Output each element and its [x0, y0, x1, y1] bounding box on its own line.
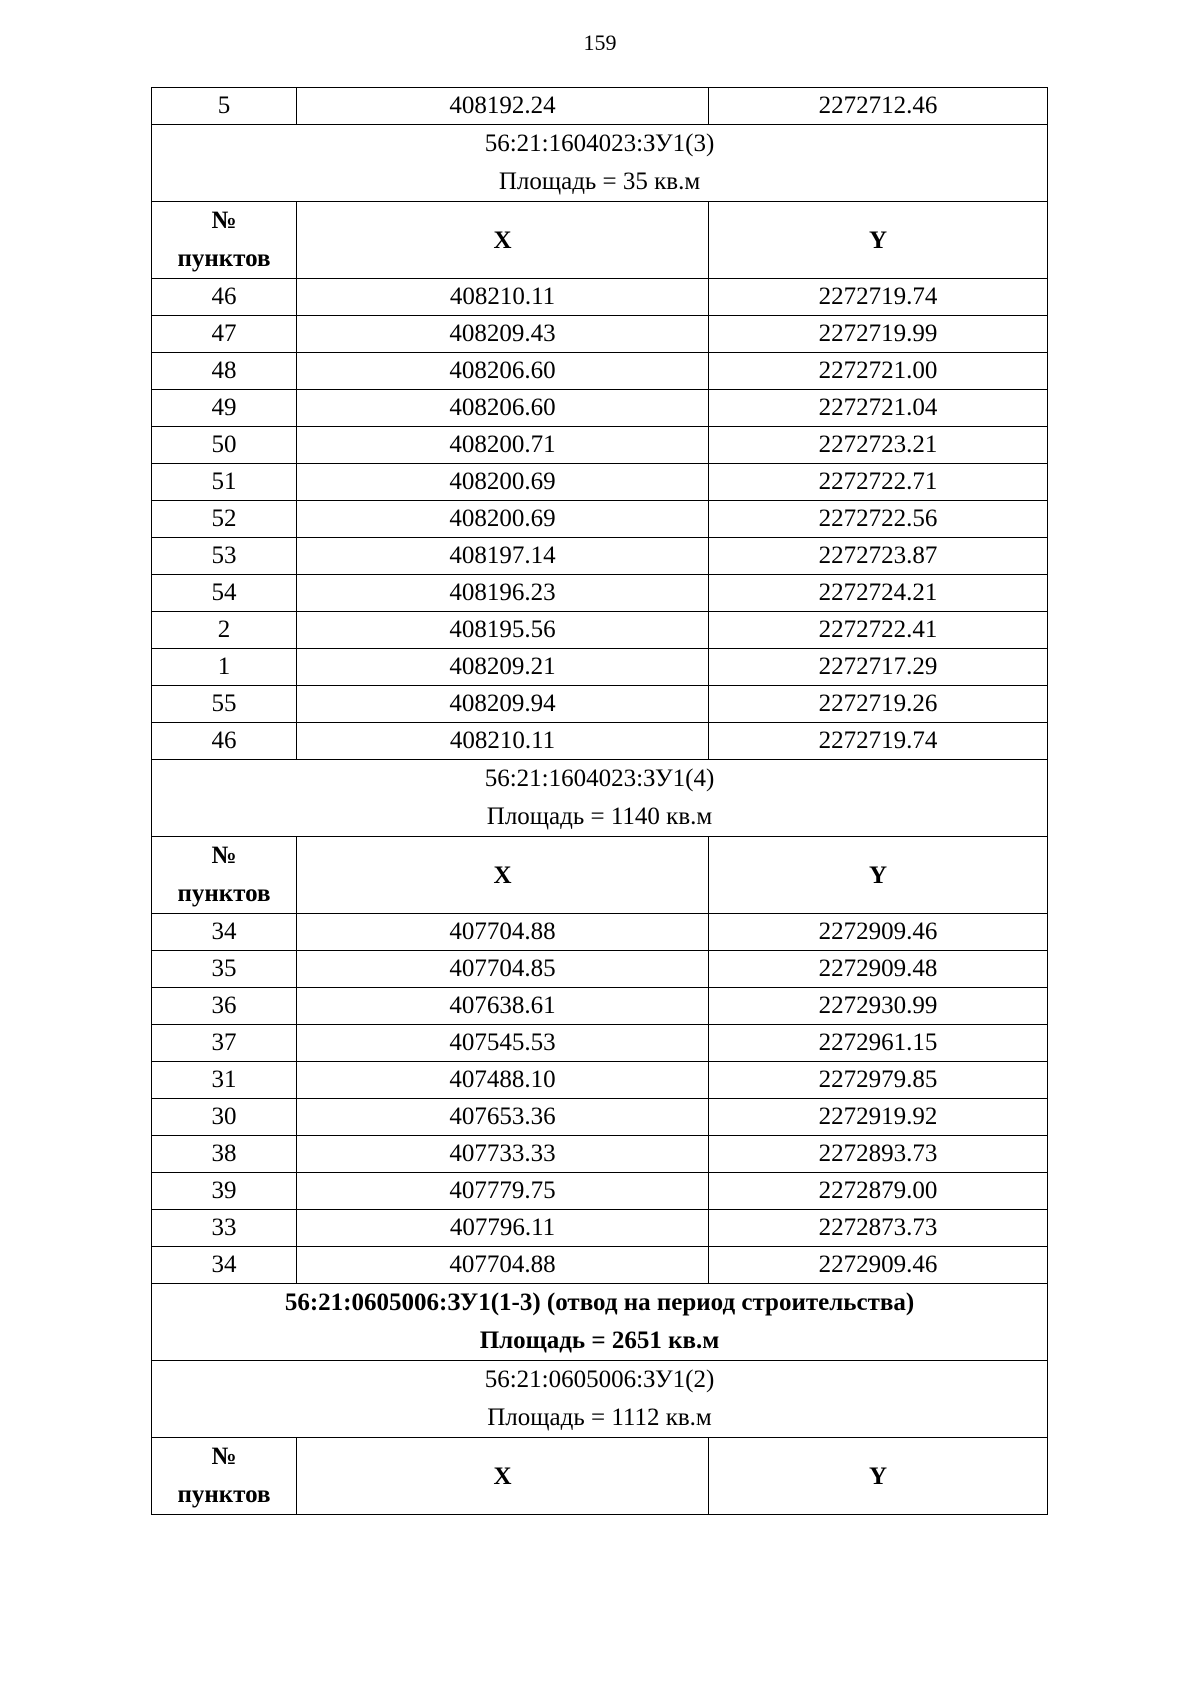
table-row: [152, 279, 1048, 316]
point-number-cell: 1: [152, 649, 297, 686]
table-row: [152, 575, 1048, 612]
x-coordinate-cell: 407488.10: [297, 1062, 709, 1099]
x-coordinate-cell: 408195.56: [297, 612, 709, 649]
table-row: [152, 1025, 1048, 1062]
y-coordinate-cell: 2272909.46: [709, 914, 1048, 951]
section-heading-row: [152, 760, 1048, 837]
y-coordinate-cell: 2272723.21: [709, 427, 1048, 464]
x-header: X: [297, 837, 709, 914]
x-coordinate-cell: 407638.61: [297, 988, 709, 1025]
y-coordinate-cell: 2272909.46: [709, 1247, 1048, 1284]
y-header: Y: [709, 202, 1048, 279]
point-number-cell: 46: [152, 723, 297, 760]
point-number-cell: 36: [152, 988, 297, 1025]
table-row: [152, 390, 1048, 427]
table-row: [152, 1210, 1048, 1247]
section-title: 56:21:1604023:ЗУ1(4): [484, 765, 715, 792]
point-number-cell: 34: [152, 914, 297, 951]
x-coordinate-cell: 408210.11: [297, 279, 709, 316]
column-header-row: [152, 202, 1048, 279]
y-coordinate-cell: 2272719.74: [709, 279, 1048, 316]
section-title: 56:21:1604023:ЗУ1(3): [484, 130, 715, 157]
table-row: [152, 1173, 1048, 1210]
y-coordinate-cell: 2272893.73: [709, 1136, 1048, 1173]
table-row: [152, 1099, 1048, 1136]
x-coordinate-cell: 408209.94: [297, 686, 709, 723]
table-row: [152, 686, 1048, 723]
number-sign: №: [211, 842, 237, 869]
x-coordinate-cell: 408210.11: [297, 723, 709, 760]
section-area: Площадь = 35 кв.м: [498, 168, 701, 195]
x-coordinate-cell: 408200.69: [297, 464, 709, 501]
x-coordinate-cell: 407796.11: [297, 1210, 709, 1247]
point-number-cell: 2: [152, 612, 297, 649]
point-number-cell: 30: [152, 1099, 297, 1136]
point-number-cell: 37: [152, 1025, 297, 1062]
y-header: Y: [709, 837, 1048, 914]
group-title: 56:21:0605006:ЗУ1(1-3) (отвод на период строительства): [284, 1289, 915, 1316]
table-row: [152, 88, 1048, 125]
x-coordinate-cell: 408209.43: [297, 316, 709, 353]
x-coordinate-cell: 408200.71: [297, 427, 709, 464]
x-header: X: [297, 202, 709, 279]
column-header-row: [152, 1438, 1048, 1515]
number-sign: №: [211, 207, 237, 234]
points-label: пунктов: [177, 1481, 271, 1508]
y-coordinate-cell: 2272722.71: [709, 464, 1048, 501]
point-number-cell: 49: [152, 390, 297, 427]
point-number-cell: 51: [152, 464, 297, 501]
points-label: пунктов: [177, 880, 271, 907]
x-coordinate-cell: 408206.60: [297, 390, 709, 427]
table-row: [152, 353, 1048, 390]
section-area: Площадь = 1112 кв.м: [487, 1404, 712, 1431]
point-number-header: [152, 1438, 297, 1515]
y-coordinate-cell: 2272879.00: [709, 1173, 1048, 1210]
x-coordinate-cell: 408196.23: [297, 575, 709, 612]
x-coordinate-cell: 407704.88: [297, 914, 709, 951]
y-coordinate-cell: 2272719.26: [709, 686, 1048, 723]
point-number-header: [152, 202, 297, 279]
y-coordinate-cell: 2272979.85: [709, 1062, 1048, 1099]
y-coordinate-cell: 2272873.73: [709, 1210, 1048, 1247]
y-coordinate-cell: 2272719.99: [709, 316, 1048, 353]
x-header: X: [297, 1438, 709, 1515]
section-heading: [152, 760, 1048, 837]
table-row: [152, 427, 1048, 464]
point-number-cell: 48: [152, 353, 297, 390]
section-heading-row: [152, 125, 1048, 202]
coordinates-table: [151, 87, 1048, 1515]
point-number-cell: 34: [152, 1247, 297, 1284]
table-row: [152, 1062, 1048, 1099]
point-number-cell: 31: [152, 1062, 297, 1099]
points-label: пунктов: [177, 245, 271, 272]
table-row: [152, 914, 1048, 951]
group-area: Площадь = 2651 кв.м: [479, 1327, 720, 1354]
y-coordinate-cell: 2272719.74: [709, 723, 1048, 760]
x-coordinate-cell: 408200.69: [297, 501, 709, 538]
y-coordinate-cell: 2272712.46: [709, 88, 1048, 125]
x-coordinate-cell: 407545.53: [297, 1025, 709, 1062]
section-area: Площадь = 1140 кв.м: [486, 803, 713, 830]
table-row: [152, 316, 1048, 353]
point-number-cell: 53: [152, 538, 297, 575]
point-number-cell: 35: [152, 951, 297, 988]
x-coordinate-cell: 408209.21: [297, 649, 709, 686]
point-number-cell: 39: [152, 1173, 297, 1210]
point-number-cell: 54: [152, 575, 297, 612]
y-coordinate-cell: 2272721.00: [709, 353, 1048, 390]
x-coordinate-cell: 407704.88: [297, 1247, 709, 1284]
point-number-cell: 38: [152, 1136, 297, 1173]
table-row: [152, 464, 1048, 501]
y-coordinate-cell: 2272961.15: [709, 1025, 1048, 1062]
y-coordinate-cell: 2272723.87: [709, 538, 1048, 575]
x-coordinate-cell: 407779.75: [297, 1173, 709, 1210]
group-heading: [152, 1284, 1048, 1361]
table-row: [152, 1247, 1048, 1284]
point-number-cell: 55: [152, 686, 297, 723]
y-coordinate-cell: 2272909.48: [709, 951, 1048, 988]
table-row: [152, 612, 1048, 649]
point-number-cell: 46: [152, 279, 297, 316]
x-coordinate-cell: 408192.24: [297, 88, 709, 125]
y-header: Y: [709, 1438, 1048, 1515]
section-title: 56:21:0605006:ЗУ1(2): [484, 1366, 715, 1393]
table-row: [152, 723, 1048, 760]
x-coordinate-cell: 407653.36: [297, 1099, 709, 1136]
point-number-cell: 52: [152, 501, 297, 538]
table-row: [152, 1136, 1048, 1173]
group-heading-row: [152, 1284, 1048, 1361]
column-header-row: [152, 837, 1048, 914]
table-row: [152, 649, 1048, 686]
table-row: [152, 538, 1048, 575]
x-coordinate-cell: 408197.14: [297, 538, 709, 575]
x-coordinate-cell: 408206.60: [297, 353, 709, 390]
point-number-cell: 5: [152, 88, 297, 125]
point-number-cell: 47: [152, 316, 297, 353]
y-coordinate-cell: 2272717.29: [709, 649, 1048, 686]
number-sign: №: [211, 1443, 237, 1470]
y-coordinate-cell: 2272722.56: [709, 501, 1048, 538]
y-coordinate-cell: 2272919.92: [709, 1099, 1048, 1136]
x-coordinate-cell: 407733.33: [297, 1136, 709, 1173]
table-row: [152, 988, 1048, 1025]
section-heading: [152, 125, 1048, 202]
section-heading: [152, 1361, 1048, 1438]
point-number-cell: 33: [152, 1210, 297, 1247]
y-coordinate-cell: 2272722.41: [709, 612, 1048, 649]
page-number: 159: [583, 30, 617, 55]
table-row: [152, 951, 1048, 988]
table-row: [152, 501, 1048, 538]
point-number-cell: 50: [152, 427, 297, 464]
y-coordinate-cell: 2272721.04: [709, 390, 1048, 427]
x-coordinate-cell: 407704.85: [297, 951, 709, 988]
section-heading-row: [152, 1361, 1048, 1438]
y-coordinate-cell: 2272930.99: [709, 988, 1048, 1025]
point-number-header: [152, 837, 297, 914]
y-coordinate-cell: 2272724.21: [709, 575, 1048, 612]
